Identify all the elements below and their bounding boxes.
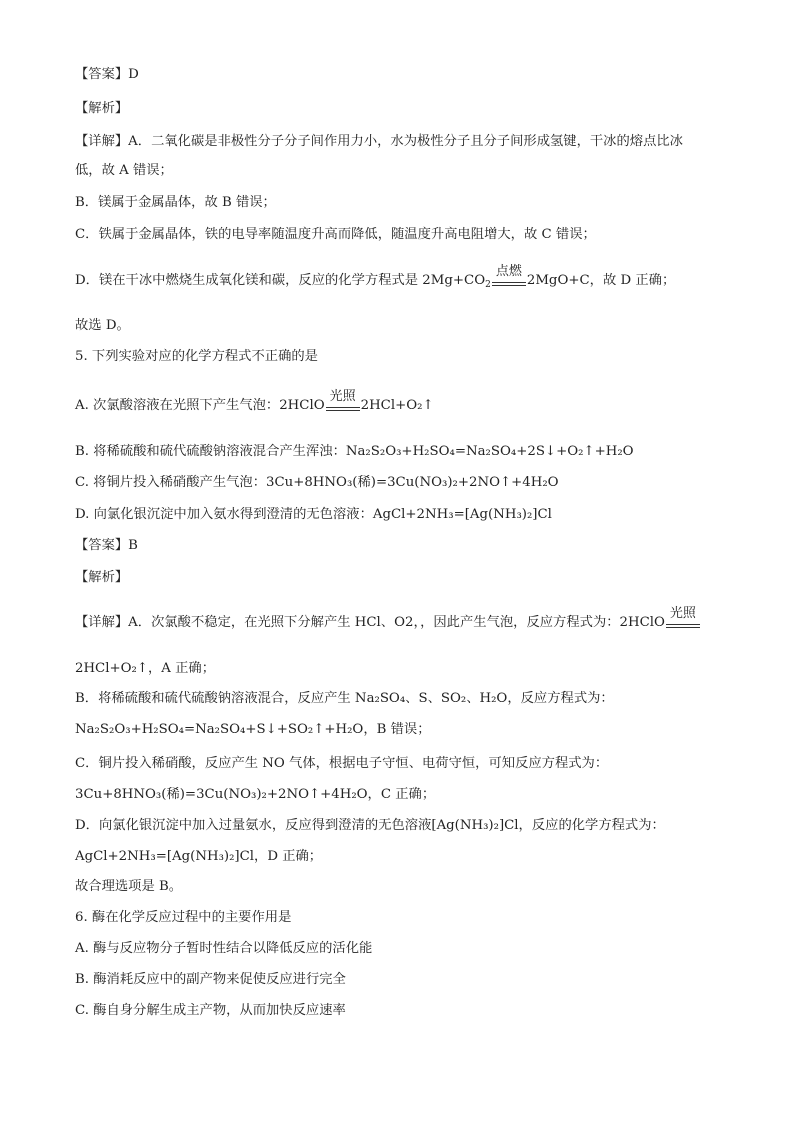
explanation-q4-a-line2: 低，故 A 错误； <box>75 163 173 178</box>
explanation-q4-b: B．镁属于金属晶体，故 B 错误； <box>75 195 276 210</box>
explanation-q4-a-line1: 【详解】A．二氧化碳是非极性分子分子间作用力小，水为极性分子且分子间形成氢键，干冰的熔点比冰 <box>75 134 683 149</box>
explanation-q5-d-line1: D．向氯化银沉淀中加入过量氨水，反应得到澄清的无色溶液[Ag(NH₃)₂]Cl，反应的化学方程式为： <box>75 818 665 833</box>
explanation-q5-c-line2: 3Cu+8HNO₃(稀)=3Cu(NO₃)₂+2NO↑+4H₂O，C 正确； <box>75 787 436 802</box>
question-6-stem: 6. 酶在化学反应过程中的主要作用是 <box>75 910 292 925</box>
subscript: 2 <box>485 280 491 290</box>
answer-label-q4: 【答案】D <box>75 67 139 82</box>
reaction-condition-arrow <box>666 606 700 632</box>
explanation-q5-d-line2: AgCl+2NH₃=[Ag(NH₃)₂]Cl，D 正确； <box>75 849 323 864</box>
reaction-condition-arrow <box>326 389 360 415</box>
explanation-q5-a-line1: 【详解】A．次氯酸不稳定，在光照下分解产生 HCl、O2，，因此产生气泡，反应方程式为：2HClO 光照 <box>75 614 701 632</box>
question-5-stem: 5. 下列实验对应的化学方程式不正确的是 <box>75 349 318 364</box>
reaction-condition-arrow <box>492 264 526 290</box>
explanation-q4-d: D．镁在干冰中燃烧生成氧化镁和碳，反应的化学方程式是 $2Mg+CO_2$ 点燃 2MgO+C，故 D 正确； <box>75 264 676 290</box>
condition-text: 光照 <box>669 606 696 621</box>
condition-text: 点燃 <box>495 264 522 279</box>
answer-label-q5: 【答案】B <box>75 538 138 553</box>
question-5-option-a: A. 次氯酸溶液在光照下产生气泡：2HClO 光照 2HCl+O₂↑ <box>75 389 434 413</box>
question-6-option-b: B. 酶消耗反应中的副产物来促使反应进行完全 <box>75 972 346 987</box>
conclusion-q4: 故选 D。 <box>75 318 130 333</box>
question-5-option-b: B. 将稀硫酸和硫代硫酸钠溶液混合产生浑浊：Na₂S₂O₃+H₂SO₄=Na₂SO₄+2S↓+O₂↑+H₂O <box>75 444 634 459</box>
explanation-q5-c-line1: C．铜片投入稀硝酸，反应产生 NO 气体，根据电子守恒、电荷守恒，可知反应方程式为： <box>75 756 609 771</box>
explanation-q5-b-line2: Na₂S₂O₃+H₂SO₄=Na₂SO₄+S↓+SO₂↑+H₂O，B 错误； <box>75 722 431 737</box>
analysis-label-q5: 【解析】 <box>75 570 129 585</box>
question-6-option-a: A. 酶与反应物分子暂时性结合以降低反应的活化能 <box>75 941 373 956</box>
question-6-option-c: C. 酶自身分解生成主产物，从而加快反应速率 <box>75 1003 346 1018</box>
analysis-label-q4: 【解析】 <box>75 101 129 116</box>
question-5-option-d: D. 向氯化银沉淀中加入氨水得到澄清的无色溶液：AgCl+2NH₃=[Ag(NH₃)₂]Cl <box>75 507 552 522</box>
condition-text: 光照 <box>329 389 356 404</box>
conclusion-q5: 故合理选项是 B。 <box>75 879 183 894</box>
explanation-q4-c: C．铁属于金属晶体，铁的电导率随温度升高而降低，随温度升高电阻增大，故 C 错误； <box>75 227 596 242</box>
question-5-option-c: C. 将铜片投入稀硝酸产生气泡：3Cu+8HNO₃(稀)=3Cu(NO₃)₂+2NO↑+4H₂O <box>75 475 559 490</box>
explanation-q5-a-line2: 2HCl+O₂↑，A 正确； <box>75 661 216 676</box>
explanation-q5-b-line1: B．将稀硫酸和硫代硫酸钠溶液混合，反应产生 Na₂SO₄、S、SO₂、H₂O，反应方程式为： <box>75 691 614 706</box>
